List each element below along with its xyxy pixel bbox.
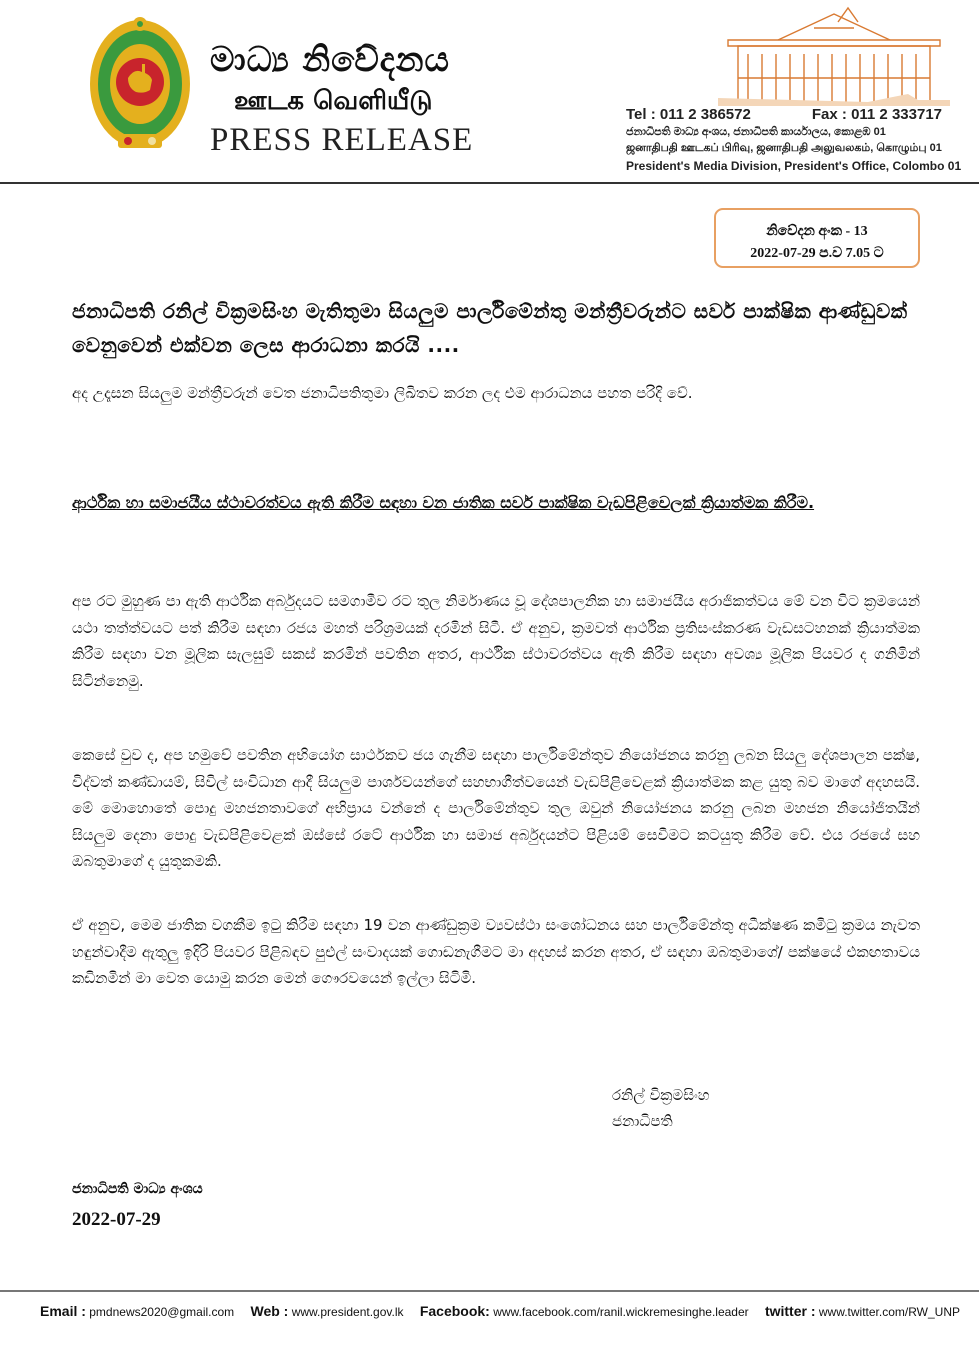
signatory-title: ජනාධිපති — [612, 1112, 673, 1130]
footer-twitter — [765, 1303, 960, 1319]
footer-divider — [0, 1290, 979, 1292]
presidential-secretariat-building-icon — [718, 6, 950, 106]
reference-box — [714, 208, 920, 268]
contact-block — [626, 106, 962, 173]
address-english: President's Media Division, President's Office, Colombo 01 — [626, 159, 962, 173]
fax-number: : 011 2 333717 — [841, 106, 942, 123]
tel-group — [626, 106, 751, 123]
tel-number: : 011 2 386572 — [650, 106, 751, 123]
email-link[interactable]: pmdnews2020@gmail.com — [89, 1305, 235, 1319]
address-tamil: ஜனாதிபதி ஊடகப் பிரிவு, ஜனாதிபதி அலுவலகம், கொழும்பு 01 — [626, 142, 942, 154]
facebook-label: Facebook: — [419, 1303, 490, 1319]
facebook-link[interactable]: www.facebook.com/ranil.wickremesinghe.leader — [493, 1305, 749, 1319]
issuing-division: ජනාධිපති මාධ්‍ය අංශය — [72, 1181, 203, 1197]
address-sinhala: ජනාධිපති මාධ්‍ය අංශය, ජනාධිපති කාර්යාලය, කොළඹ 01 — [626, 126, 886, 138]
body-paragraph-2: කෙසේ වුව ද, අප හමුවේ පවතින අභියෝග සාර්ථකව ජය ගැනීම සඳහා පාර්ලිමේන්තුව නියෝජනය කරනු ලබන සියලු දේශපාලන පක්ෂ, විද්වත් කණ්ඩායම්, සිවිල් සංවිධාන ආදී සියලුම පාර්ශවයන්ගේ සහභාගීත්වයෙන් වැඩපිළිවෙළක් ක්‍රියාත්මක කළ යුතු බව මාගේ අදහසයි. මේ මොහොතේ පොදු මහජනතාවගේ අභිප්‍රාය වන්නේ ද පාර්ලිමේන්තුව තුල ඔවුන් නියෝජනය කරනු ලබන මහජන නියෝජිතයින් සියලුම දෙනා පොදු වැඩපිළිවෙළක් ඔස්සේ රටේ ආර්ථික හා සමාජ අර්බුදයන්ට පිළියම් සෙවීමට කටයුතු කිරීම වේ. එය රජයේ සහ ඔබතුමාගේ ද යුතුකමකි. — [72, 746, 920, 870]
tel-label: Tel — [626, 106, 647, 123]
sri-lanka-emblem-icon — [88, 12, 192, 162]
reference-number: නිවේදන අංක - 13 — [766, 224, 868, 239]
title-tamil: ஊடக வெளியீடு — [234, 86, 433, 116]
footer-web — [250, 1303, 403, 1319]
body-paragraph-1: අප රට මුහුණ පා ඇති ආර්ථික අර්බුදයට සමගාමීව රට තුල නිර්මාණය වූ දේශපාලනික හා සමාජයීය අරාජිකත්වය මේ වන විට ක්‍රමයෙන් යථා තත්ත්වයට පත් කිරීම සඳහා රජය මහත් පරිශ්‍රමයක් දරමින් සිටී. ඒ අනුව, ක්‍රමවත් ආර්ථික ප්‍රතිසංස්කරණ වැඩසටහනක් ක්‍රියාත්මක කිරීම සඳහා වන මූලික සැලසුම් සකස් කරමින් පවතින අතර, ආර්ථික ස්ථාවරත්වය ඇති කිරීම සඳහා අවශ්‍ය මූලික පියවර ද ගනිමින් සිටින්නෙමු. — [72, 592, 920, 690]
header-divider — [0, 182, 979, 184]
footer-contacts — [40, 1303, 960, 1319]
twitter-link[interactable]: www.twitter.com/RW_UNP — [818, 1305, 960, 1319]
web-label: Web : — [250, 1303, 289, 1319]
fax-label: Fax — [811, 106, 838, 123]
intro-paragraph: අද උදෑසන සියලුම මන්ත්‍රීවරුන් වෙත ජනාධිපතිතුමා ලිඛිතව කරන ලද එම ආරාධනය පහත පරිදි වේ. — [72, 384, 693, 402]
title-sinhala: මාධ්‍ය නිවේදනය — [210, 40, 450, 80]
body-paragraph-3: ඒ අනුව, මෙම ජාතික වගකීම ඉටු කිරීම සඳහා 19 වන ආණ්ඩුක්‍රම ව්‍යවස්ථා සංශෝධනය සහ පාර්ලිමේන්තු අධීක්ෂණ කමිටු ක්‍රමය නැවත හඳුන්වාදීම ඇතුලු ඉදිරි පියවර පිළිබඳව පුළුල් සංවාදයක් ගොඩනැගීමට මා අදහස් කරන අතර, ඒ සඳහා ඔබතුමාගේ/ පක්ෂයේ එකඟතාවය කඩිනමින් මා වෙත යොමු කරන මෙන් ගෞරවයෙන් ඉල්ලා සිටිමි. — [72, 916, 920, 987]
footer-facebook — [420, 1303, 749, 1319]
web-link[interactable]: www.president.gov.lk — [291, 1305, 404, 1319]
signatory-name: රනිල් වික්‍රමසිංහ — [612, 1086, 710, 1104]
reference-datetime: 2022-07-29 ප.ව 7.05 ට — [750, 246, 884, 261]
release-date: 2022-07-29 — [72, 1209, 161, 1230]
twitter-label: twitter : — [764, 1303, 816, 1319]
signature-block — [612, 1082, 710, 1134]
headline: ජනාධිපති රනිල් වික්‍රමසිංහ මැතිතුමා සියලුම පාර්ලිමේන්තු මන්ත්‍රීවරුන්ට සර්ව පාක්ෂික ආණ්ඩුවක් වෙනුවෙන් එක්වන ලෙස ආරාධනා කරයි .... — [72, 299, 908, 357]
footer-email — [40, 1303, 234, 1319]
title-english: PRESS RELEASE — [210, 122, 474, 158]
phone-fax-line — [626, 106, 948, 123]
email-label: Email : — [40, 1303, 86, 1319]
fax-group — [812, 106, 942, 123]
subheading: ආර්ථික හා සමාජයීය ස්ථාවරත්වය ඇති කිරීම සඳහා වන ජාතික සර්ව පාක්ෂික වැඩපිළිවෙලක් ක්‍රියාත්මක කිරීම. — [72, 493, 815, 512]
